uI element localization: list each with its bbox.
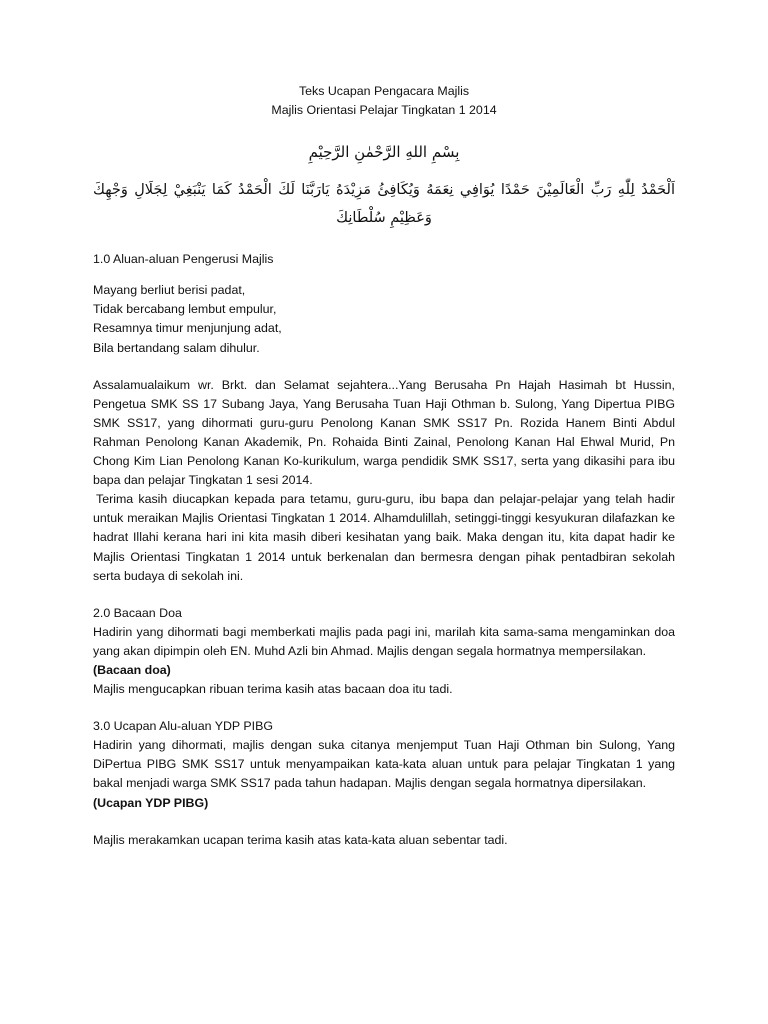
ydp-closing: Majlis merakamkan ucapan terima kasih atas kata-kata aluan sebentar tadi. <box>93 832 508 847</box>
document-title: Teks Ucapan Pengacara Majlis <box>298 84 470 98</box>
ydp-paragraph: Hadirin yang dihormati, majlis dengan suka citanya menjemput Tuan Haji Othman bin Sulong, Yang DiPertua PIBG SMK SS17 untuk menyampaikan kata-kata aluan untuk para pelajar Tingkatan 1 yang bakal menjadi warga SMK SS17 pada tahun hadapan. Majlis dengan segala hormatnya dipersilakan. <box>93 738 675 791</box>
doa-paragraph: Hadirin yang dihormati bagi memberkati majlis pada pagi ini, marilah kita sama-sama mengaminkan doa yang akan dipimpin oleh EN. Muhd Azli bin Ahmad. Majlis dengan segala hormatnya mempersilakan. <box>93 624 675 658</box>
doa-closing: Majlis mengucapkan ribuan terima kasih atas bacaan doa itu tadi. <box>93 682 453 697</box>
section-2-heading: 2.0 Bacaan Doa <box>93 605 182 620</box>
section-1-heading: 1.0 Aluan-aluan Pengerusi Majlis <box>93 252 274 267</box>
pantun-line: Mayang berliut berisi padat, <box>93 283 246 298</box>
pantun-line: Tidak bercabang lembut empulur, <box>93 302 277 317</box>
thanks-paragraph: Terima kasih diucapkan kepada para tetamu, guru-guru, ibu bapa dan pelajar-pelajar yang telah hadir untuk meraikan Majlis Orientasi Tingkatan 1 2014. Alhamdulillah, setinggi-tinggi kesyukuran dilafazkan ke hadrat Illahi kerana hari ini kita masih diberi kesihatan yang baik. Maka dengan itu, kita dapat hadir ke Majlis Orientasi Tingkatan 1 2014 untuk berkenalan dan bermesra dengan pihak pentadbiran sekolah serta budaya di sekolah ini. <box>93 492 675 583</box>
ydp-cue: (Ucapan YDP PIBG) <box>93 795 209 810</box>
doa-cue: (Bacaan doa) <box>93 662 171 677</box>
greeting-paragraph: Assalamualaikum wr. Brkt. dan Selamat sejahtera...Yang Berusaha Pn Hajah Hasimah bt Hussin, Pengetua SMK SS 17 Subang Jaya, Yang Berusaha Tuan Haji Othman b. Sulong, Yang Dipertua PIBG SMK SS17, yang dihormati guru-guru Penolong Kanan SMK SS17 Pn. Rozida Hanem Binti Abdul Rahman Penolong Kanan Akademik, Pn. Rohaida Binti Zainal, Penolong Kanan Hal Ehwal Murid, Pn Chong Kim Lian Penolong Kanan Ko-kurikulum, warga pendidik SMK SS17, serta yang dikasihi para ibu bapa dan pelajar Tingkatan 1 sesi 2014. <box>93 377 675 488</box>
section-3-heading: 3.0 Ucapan Alu-aluan YDP PIBG <box>93 719 274 734</box>
pantun-line: Bila bertandang salam dihulur. <box>93 340 260 355</box>
basmala: بِسْمِ اللهِ الرَّحْمٰنِ الرَّحِيْمِ <box>308 143 460 162</box>
arabic-praise: اَلْحَمْدُ لِلّٰهِ رَبِّ الْعَالَمِيْنَ حَمْدًا يُوَافِي نِعَمَهُ وَيُكَافِئُ مَزِيْدَهُ يَارَبَّنَا لَكَ الْحَمْدُ كَمَا يَنْبَغِيْ لِجَلَالِ وَجْهِكَ وَعَظِيْمِ سُلْطَانِكَ <box>93 182 675 227</box>
title-block <box>93 82 675 120</box>
pantun <box>93 281 675 357</box>
pantun-line: Resamnya timur menjunjung adat, <box>93 321 282 336</box>
document-subtitle: Majlis Orientasi Pelajar Tingkatan 1 2014 <box>271 103 497 118</box>
